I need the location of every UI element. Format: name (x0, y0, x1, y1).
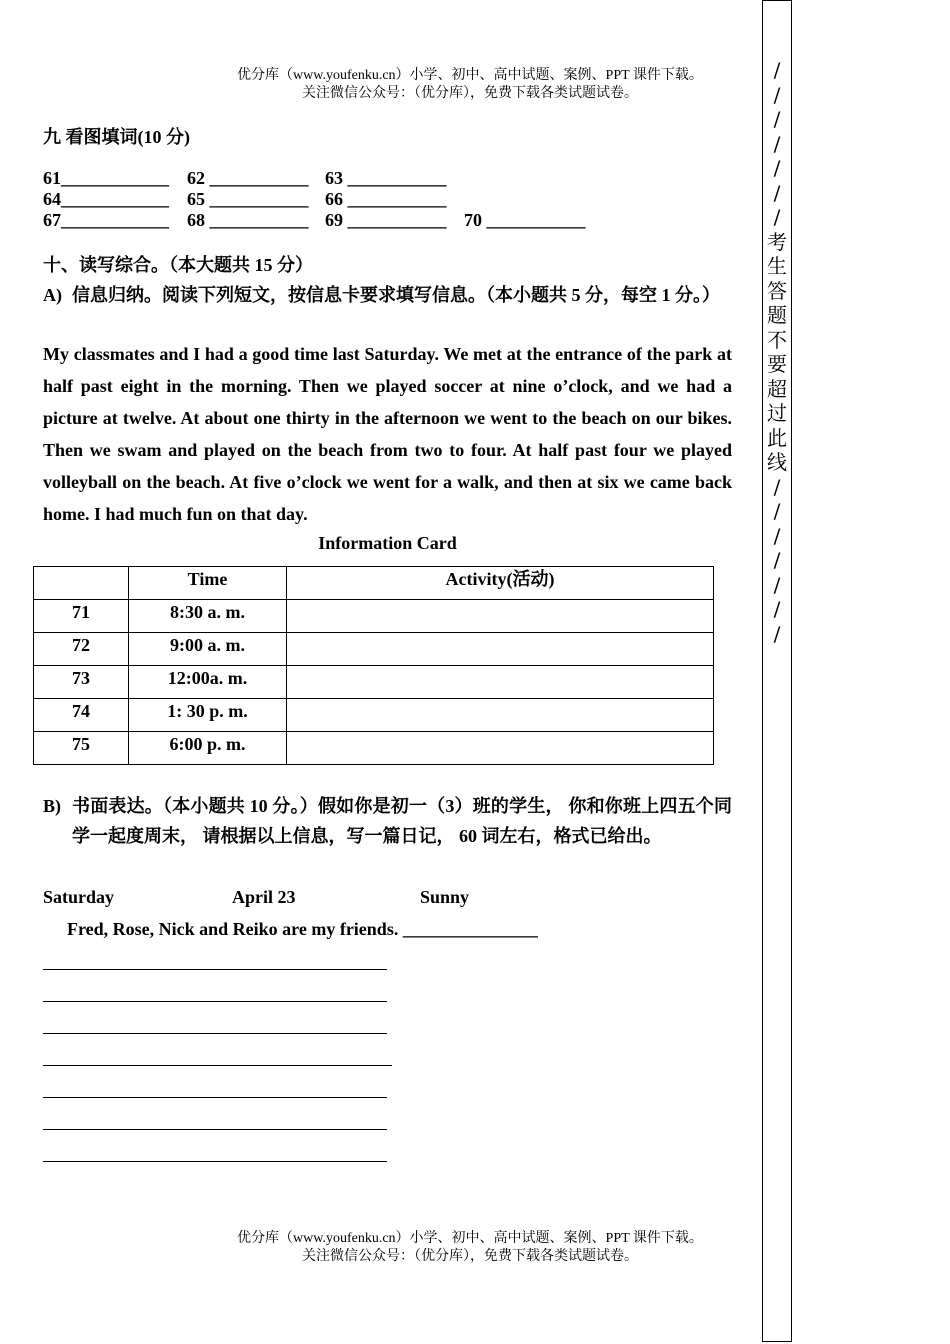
binding-strip-char: 过 (767, 401, 787, 425)
writing-line[interactable] (43, 1097, 387, 1098)
blank-65[interactable]: 65 ___________ (187, 189, 309, 209)
part-a-label: A) (43, 285, 62, 305)
part-b-label: B) (43, 796, 61, 816)
part-a-text: 信息归纳。阅读下列短文，按信息卡要求填写信息。（本小题共 5 分，每空 1 分。） (72, 285, 720, 305)
diary-weather: Sunny (420, 887, 470, 907)
binding-strip-char: 此 (767, 425, 787, 450)
section-10-title: 十、读写综合。（本大题共 15 分） (43, 255, 313, 275)
writing-line[interactable] (43, 1065, 392, 1066)
binding-strip-char: / (773, 205, 781, 229)
binding-strip-char: 题 (767, 303, 787, 327)
diary-day: Saturday (43, 887, 115, 907)
blank-64[interactable]: 64____________ (43, 189, 169, 209)
row-time: 12:00a. m. (129, 666, 287, 699)
binding-strip-char: 答 (767, 278, 787, 303)
writing-line[interactable] (43, 1001, 387, 1002)
table-row (34, 699, 714, 732)
page-header (200, 67, 740, 103)
binding-strip-char: / (773, 107, 781, 131)
row-number: 71 (34, 600, 129, 633)
binding-strip-char: / (773, 621, 781, 646)
blank-70[interactable]: 70 ___________ (464, 210, 586, 230)
binding-strip-char: 要 (767, 352, 787, 376)
binding-strip-char: / (773, 523, 781, 548)
table-row (34, 666, 714, 699)
binding-strip-text (762, 58, 792, 646)
footer-line-2: 关注微信公众号：（优分库），免费下载各类试题试卷。 (302, 1249, 638, 1264)
row-activity-blank[interactable] (287, 732, 714, 765)
information-card-table (33, 566, 714, 765)
writing-line[interactable] (43, 1129, 387, 1130)
table-header-row (34, 567, 714, 600)
binding-strip-char: / (773, 572, 781, 597)
blank-row-1 (43, 168, 447, 189)
reading-passage: My classmates and I had a good time last Saturday. We met at the entrance of the park at half past eight in the morning. Then we played soccer at nine o’clock, and we had a picture at twelve. At about one thirty in the afternoon we went to the beach on our bikes. Then we swam and played on the beach from two to four. At half past four we played volleyball on the beach. At five o’clock we went for a walk, and then at six we came back home. I had much fun on that day. (43, 344, 732, 524)
header-line-2: 关注微信公众号：（优分库），免费下载各类试题试卷。 (302, 86, 638, 101)
row-activity-blank[interactable] (287, 600, 714, 633)
writing-line[interactable] (43, 1033, 387, 1034)
row-time: 1: 30 p. m. (129, 699, 287, 732)
blank-61[interactable]: 61____________ (43, 168, 169, 188)
binding-strip-char: / (773, 58, 781, 82)
binding-strip-char: / (773, 499, 781, 523)
binding-strip-char: / (773, 131, 781, 156)
binding-strip-char: 线 (767, 450, 787, 474)
row-activity-blank[interactable] (287, 666, 714, 699)
blank-62[interactable]: 62 ___________ (187, 168, 309, 188)
binding-strip-char: / (773, 180, 781, 205)
blank-63[interactable]: 63 ___________ (325, 168, 447, 188)
binding-strip-char: / (773, 597, 781, 621)
part-b-text: 书面表达。（本小题共 10 分。）假如你是初一（3）班的学生， 你和你班上四五个同学一起度周末， 请根据以上信息，写一篇日记， 60 词左右，格式已给出。 (72, 796, 732, 846)
blank-66[interactable]: 66 ___________ (325, 189, 447, 209)
footer-line-1: 优分库（www.youfenku.cn）小学、初中、高中试题、案例、PPT 课件下载。 (237, 1231, 703, 1246)
row-time: 9:00 a. m. (129, 633, 287, 666)
blank-row-3 (43, 210, 586, 231)
binding-strip-char: / (773, 156, 781, 180)
row-number: 74 (34, 699, 129, 732)
part-b-instruction (43, 791, 732, 851)
binding-strip-char: / (773, 82, 781, 107)
table-header-cell (34, 567, 129, 600)
blank-69[interactable]: 69 ___________ (325, 210, 447, 230)
row-activity-blank[interactable] (287, 699, 714, 732)
diary-date: April 23 (232, 887, 296, 907)
table-row (34, 633, 714, 666)
table-header-cell: Time (129, 567, 287, 600)
information-card-title: Information Card (318, 533, 457, 553)
binding-strip-char: 不 (767, 327, 787, 352)
binding-strip-char: 考 (767, 229, 787, 254)
row-time: 6:00 p. m. (129, 732, 287, 765)
writing-line[interactable] (43, 969, 387, 970)
binding-strip-char: 超 (767, 376, 787, 401)
row-number: 75 (34, 732, 129, 765)
table-header-cell: Activity(活动) (287, 567, 714, 600)
row-number: 73 (34, 666, 129, 699)
writing-line[interactable] (43, 1161, 387, 1162)
diary-opening: Fred, Rose, Nick and Reiko are my friends. _______________ (67, 919, 538, 939)
binding-strip-char: / (773, 548, 781, 572)
binding-strip-char: / (773, 474, 781, 499)
part-a-instruction (43, 280, 732, 310)
table-row (34, 600, 714, 633)
blank-68[interactable]: 68 ___________ (187, 210, 309, 230)
section-9-title: 九 看图填词(10 分) (43, 127, 190, 147)
table-row (34, 732, 714, 765)
blank-row-2 (43, 189, 447, 210)
row-time: 8:30 a. m. (129, 600, 287, 633)
row-activity-blank[interactable] (287, 633, 714, 666)
blank-67[interactable]: 67____________ (43, 210, 169, 230)
binding-strip-char: 生 (767, 254, 787, 278)
row-number: 72 (34, 633, 129, 666)
page-footer (200, 1230, 740, 1266)
header-line-1: 优分库（www.youfenku.cn）小学、初中、高中试题、案例、PPT 课件下载。 (237, 68, 703, 83)
